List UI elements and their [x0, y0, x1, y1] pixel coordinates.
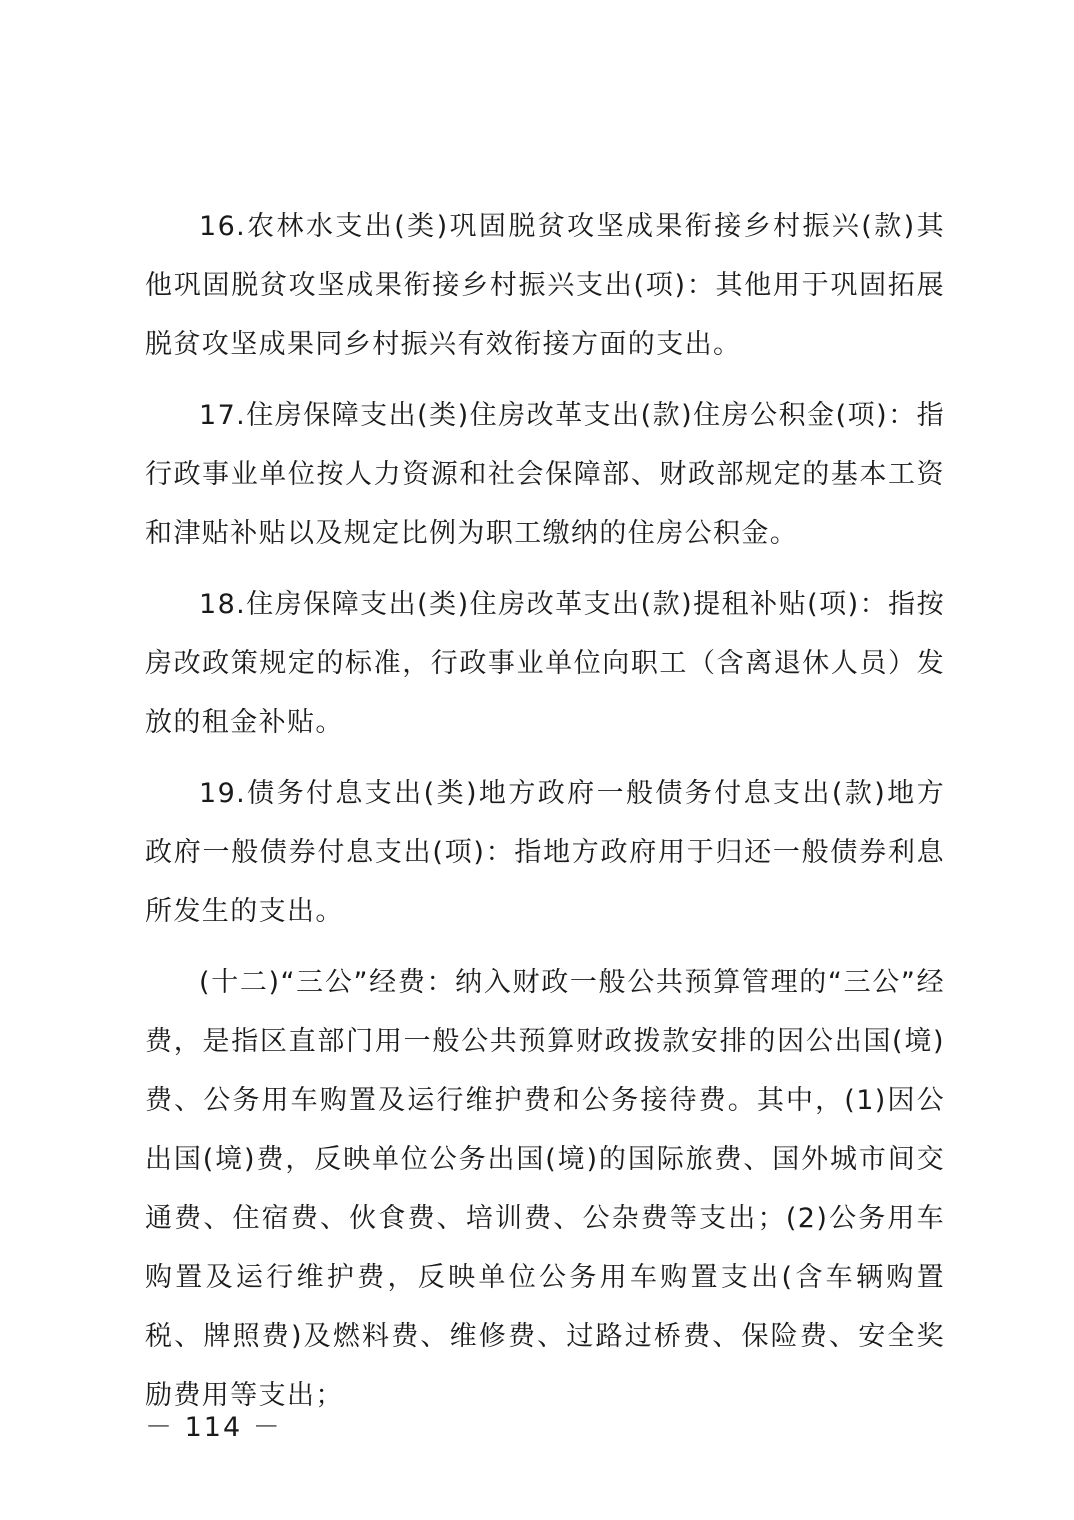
document-body	[145, 197, 945, 1437]
page-number: － 114 －	[145, 1412, 282, 1443]
paragraph-three-public-expenses: (十二)“三公”经费：纳入财政一般公共预算管理的“三公”经费，是指区直部门用一般公共预算财政拨款安排的因公出国(境)费、公务用车购置及运行维护费和公务接待费。其中，(1)因公出国(境)费，反映单位公务出国(境)的国际旅费、国外城市间交通费、住宿费、伙食费、培训费、公杂费等支出；(2)公务用车购置及运行维护费，反映单位公务用车购置支出(含车辆购置税、牌照费)及燃料费、维修费、过路过桥费、保险费、安全奖励费用等支出；	[145, 967, 945, 1411]
paragraph-19-debt-interest: 19.债务付息支出(类)地方政府一般债务付息支出(款)地方政府一般债券付息支出(项)：指地方政府用于归还一般债券利息所发生的支出。	[145, 778, 945, 927]
paragraph-18-rent-subsidy: 18.住房保障支出(类)住房改革支出(款)提租补贴(项)：指按房改政策规定的标准，行政事业单位向职工（含离退休人员）发放的租金补贴。	[145, 589, 945, 738]
paragraph-16-agriculture-expense: 16.农林水支出(类)巩固脱贫攻坚成果衔接乡村振兴(款)其他巩固脱贫攻坚成果衔接乡村振兴支出(项)：其他用于巩固拓展脱贫攻坚成果同乡村振兴有效衔接方面的支出。	[145, 211, 945, 360]
paragraph-17-housing-fund: 17.住房保障支出(类)住房改革支出(款)住房公积金(项)：指行政事业单位按人力资源和社会保障部、财政部规定的基本工资和津贴补贴以及规定比例为职工缴纳的住房公积金。	[145, 400, 945, 549]
